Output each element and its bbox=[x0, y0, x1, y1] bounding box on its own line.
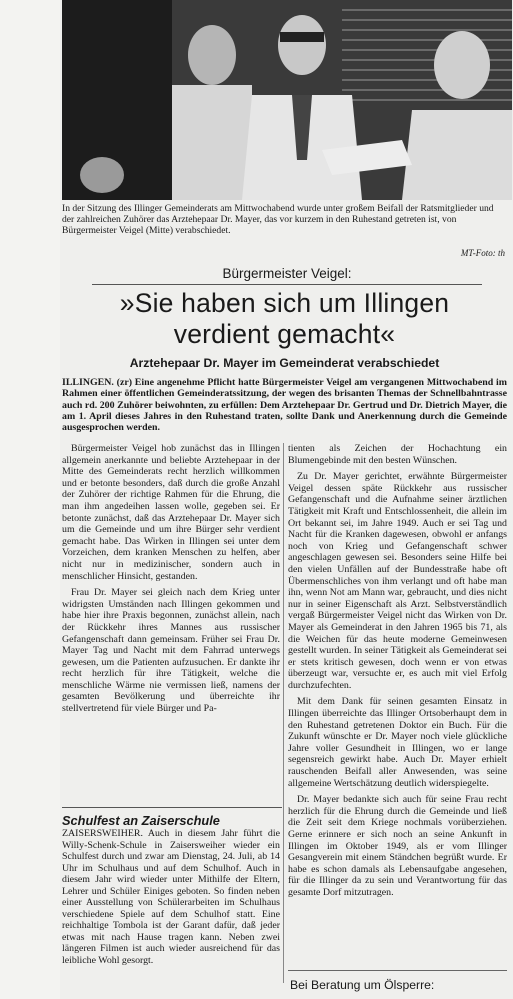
article-lead: ILLINGEN. (zr) Eine angenehme Pflicht hatte Bürgermeister Veigel am vergangenen Mittwochabend im Rahmen einer öffentlichen Gemeinderatssitzung, der wegen des brisanten Themas der Schnellbahntrasse auch rd. 200 Zuhörer beiwohnten, zu erfüllen: Dem Arztehepaar Dr. Gertrud und Dr. Dietrich Mayer, die am 1. April dieses Jahres in den Ruhestand traten, sollte Dank und Anerkennung durch die Gemeinde ausgesprochen werden. bbox=[62, 377, 507, 434]
headline-line-1: »Sie haben sich um Illingen bbox=[119, 288, 450, 318]
article-column-1 bbox=[62, 443, 280, 720]
article-subhead: Arztehepaar Dr. Mayer im Gemeinderat verabschiedet bbox=[129, 356, 440, 370]
paragraph: Bürgermeister Veigel hob zunächst das in Illingen allgemein anerkannte und beliebte Arztehepaar in der Mitte des Gemeinderats recht herzlich willkommen und er betonte besonders, daß durch die große Anzahl der Zuhörer der richtige Rahmen für die Ehrung, die man ihm angedeihen lassen wolle, gegeben sei. Er betonte zunächst, daß das Arztehepaar Dr. Mayer sich um die Gemeinde und um ihre Bürger sehr verdient gemacht habe. Das Wirken in Illingen sei unter dem Vorzeichen, dem kranken Menschen zu helfen, aber nicht nur in medizinischer, sondern auch in menschlicher Hinsicht, gestanden. bbox=[62, 443, 280, 582]
schulfest-body: ZAISERSWEIHER. Auch in diesem Jahr führt die Willy-Schenk-Schule in Zaisersweiher wieder ein Schulfest durch und zwar am Dienstag, 24. Juli, ab 14 Uhr im Schulhaus und auf dem Schulhof. Auch in diesem Jahr wird wieder unter Mithilfe der Eltern, Lehrer und Schüler Einiges geboten. So finden neben einer Ausstellung von Schülerarbeiten im Schulhaus verschiedene Spiele auf dem Schulhof statt. Eine reichhaltige Tombola ist der Garant dafür, daß jeder etwas mit nach Hause tragen kann. Neben zwei längeren Filmen ist auch wieder ausreichend für das leibliche Wohl gesorgt. bbox=[62, 828, 280, 966]
paragraph: tienten als Zeichen der Hochachtung ein Blumengebinde mit den besten Wünschen. bbox=[288, 443, 507, 466]
page-margin bbox=[0, 0, 60, 999]
paragraph: Mit dem Dank für seinen gesamten Einsatz in Illingen überreichte das Illinger Ortsoberhaupt dem in den Ruhestand getretenen Doktor ein Buch. Für die Zukunft wünschte er Dr. Mayer noch viele glückliche Jahre voller Gesundheit in Illingen, wo er lange segensreich gewirkt habe. Auch Dr. Mayer erhielt rauschenden Beifall aller Anwesenden, was seine allgemeine Wertschätzung deutlich widerspiegelte. bbox=[288, 696, 507, 789]
column-divider bbox=[283, 443, 284, 983]
article-kicker: Bürgermeister Veigel: bbox=[92, 266, 482, 285]
paragraph: Frau Dr. Mayer sei gleich nach dem Krieg unter widrigsten Umständen nach Illingen gekommen und habe hier ihre Praxis begonnen, zunächst allein, nach der Rückkehr ihres Mannes aus russischer Gefangenschaft dann gemeinsam. Früher sei Frau Dr. Mayer Tag und Nacht mit dem Fahrrad unterwegs gewesen, um die Patienten aufzusuchen. Er dankte ihr recht herzlich für ihre Tätigkeit, welche die menschliche Wärme nie vermissen ließ, namens der gesamten Bevölkerung und überreichte ihr stellvertretend für viele Bürger und Pa- bbox=[62, 587, 280, 715]
footer-divider bbox=[288, 970, 507, 971]
photo-illustration bbox=[62, 0, 512, 200]
paragraph: Zu Dr. Mayer gerichtet, erwähnte Bürgermeister Veigel dessen späte Rückkehr aus russischer Gefangenschaft und die Aufnahme seiner ärztlichen Tätigkeit mit Kraft und Entschlossenheit, die allein im Ort bekannt sei, im Jahre 1949. Auch er sei Tag und Nacht für die Kranken dagewesen, obwohl er anfangs noch von Krieg und Gefangenschaft schwer angeschlagen gewesen sei. Besonders seine Hilfe bei den vielen Unfällen auf der Bundesstraße habe oft Übermenschliches von ihm verlangt und oft habe man ihn, wenn Not am Mann war, gebraucht, und dies nicht nur in seiner Eigenschaft als Arzt. Selbstverständlich vergaß Bürgermeister Veigel nicht das Wirken von Dr. Mayer als Gemeinderat in den Jahren 1965 bis 71, als die Weichen für das heute moderne Gemeinwesen gestellt wurden. In seiner Tätigkeit als Gemeinderat sei er stets kritisch gewesen, doch wenn er von etwas überzeugt war, versuchte er, es auch mit viel Erfolg durchzufechten. bbox=[288, 471, 507, 691]
article-column-2 bbox=[288, 443, 507, 904]
paragraph: Dr. Mayer bedankte sich auch für seine Frau recht herzlich für die Ehrung durch die Gemeinde und ließ die Zeit seit dem Kriege nochmals vorüberziehen. Gerne erinnere er sich noch an seine Ankunft in Illingen im Oktober 1949, als er vom Illinger Gesangverein mit einem Ständchen begrüßt wurde. Er habe es schon damals als Lebensaufgabe angesehen, für die Illinger da zu sein und Verantwortung für das gesamte Dorf mitzutragen. bbox=[288, 794, 507, 898]
next-article-teaser: Bei Beratung um Ölsperre: bbox=[290, 978, 435, 992]
article-photo bbox=[62, 0, 512, 200]
article-headline bbox=[62, 288, 507, 350]
photo-caption: In der Sitzung des Illinger Gemeinderats am Mittwochabend wurde unter großem Beifall der Ratsmitglieder und der zahlreichen Zuhörer das Arztehepaar Dr. Mayer, das vor kurzem in den Ruhestand getreten ist, von Bürgermeister Veigel (Mitte) verabschiedet. bbox=[62, 203, 494, 237]
schulfest-headline: Schulfest an Zaiserschule bbox=[62, 807, 282, 828]
photo-credit: MT-Foto: th bbox=[460, 248, 505, 258]
headline-line-2: verdient gemacht« bbox=[173, 319, 396, 349]
